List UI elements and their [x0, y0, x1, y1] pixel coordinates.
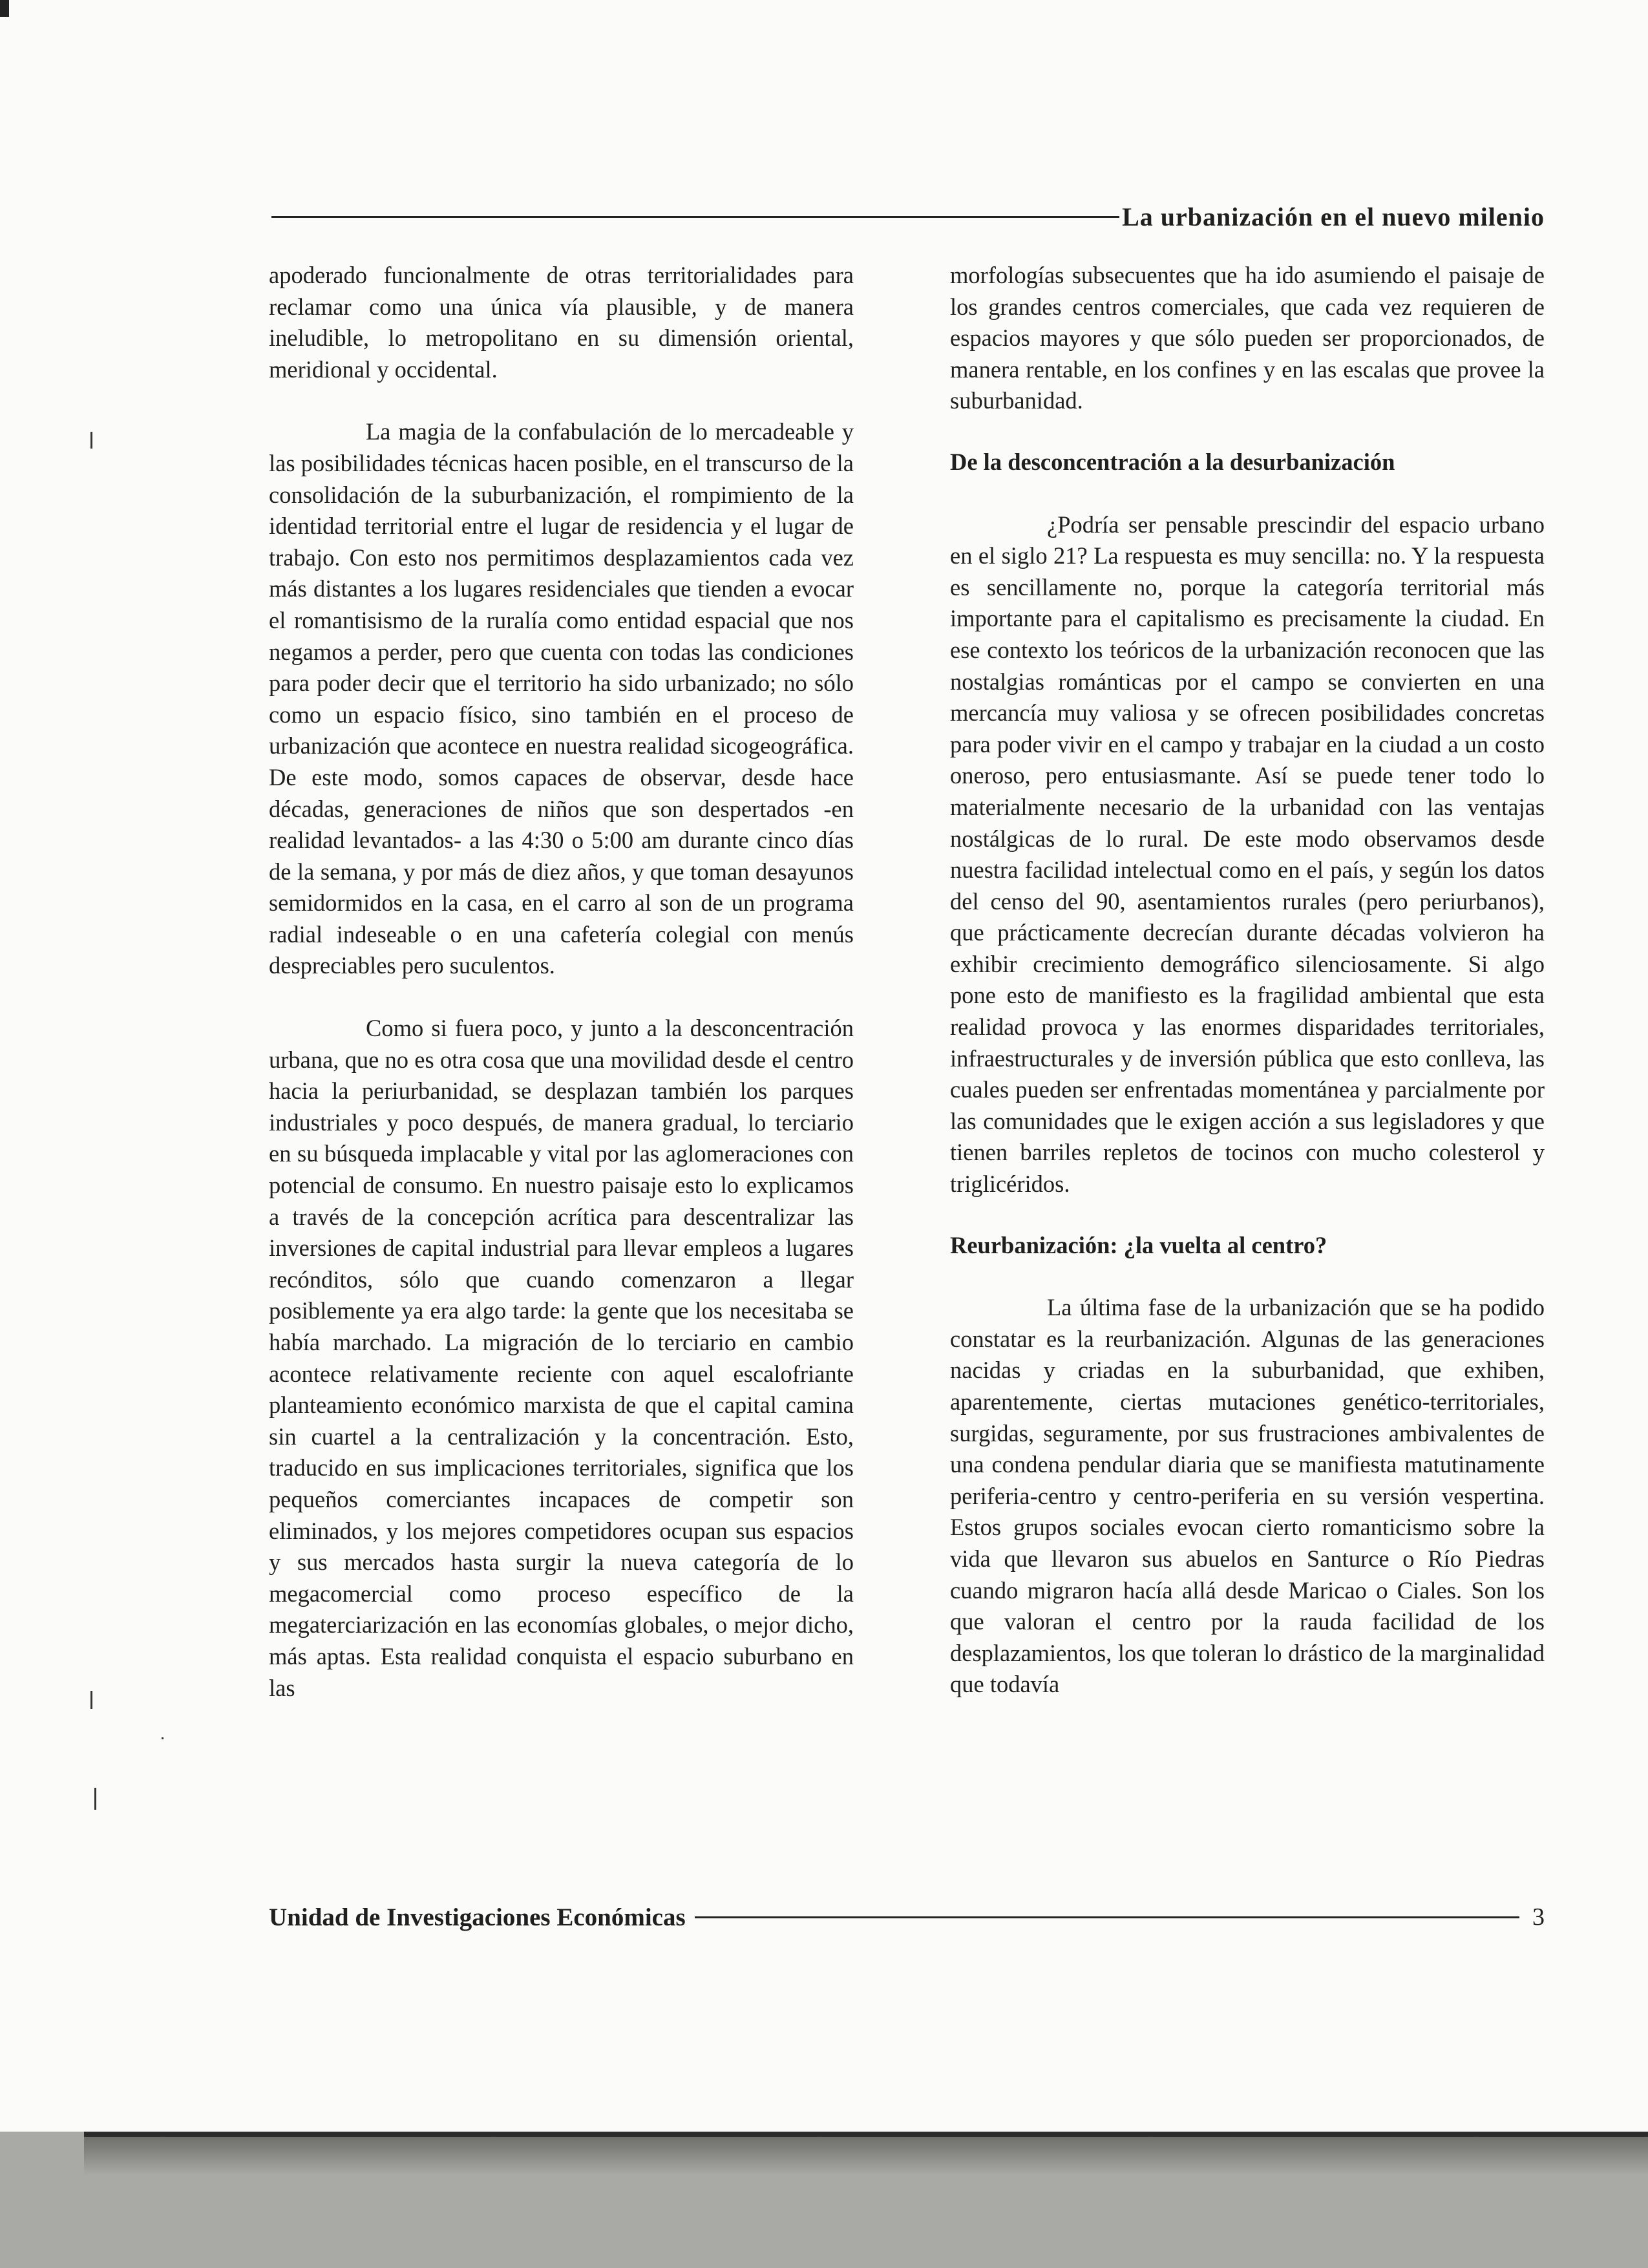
running-header — [271, 197, 1545, 236]
paragraph: apoderado funcionalmente de otras territorialidades para reclamar como una única vía plausible, y de manera ineludible, lo metropolitano en su dimensión oriental, meridional y occidental. — [269, 262, 854, 383]
paragraph: morfologías subsecuentes que ha ido asumiendo el paisaje de los grandes centros comerciales, que cada vez requieren de espacios mayores y que sólo pueden ser proporcionados, de manera rentable, en los confines y en las escalas que provee la suburbanidad. — [950, 262, 1545, 414]
scan-speck — [90, 1691, 92, 1709]
paragraph: La magia de la confabulación de lo mercadeable y las posibilidades técnicas hacen posible, en el transcurso de la consolidación de la suburbanización, el rompimiento de la identidad territorial entre el lugar de residencia y el lugar de trabajo. Con esto nos permitimos desplazamientos cada vez más distantes a los lugares residenciales que tienden a evocar el romantisismo de la ruralía como entidad espacial que nos negamos a perder, pero que cuenta con todas las condiciones para poder decir que el territorio ha sido urbanizado; no sólo como un espacio físico, sino también en el proceso de urbanización que acontece en nuestra realidad sicogeográfica. De este modo, somos capaces de observar, desde hace décadas, generaciones de niños que son despertados -en realidad levantados- a las 4:30 o 5:00 am durante cinco días de la semana, y por más de diez años, y que toman desayunos semidormidos en la casa, en el carro al son de un programa radial indeseable o en una cafetería colegial con menús despreciables pero suculentos. — [269, 418, 854, 979]
scan-speck — [94, 1788, 96, 1810]
paragraph: La última fase de la urbanización que se ha podido constatar es la reurbanización. Algunas de las generaciones nacidas y criadas en la suburbanidad, que exhiben, aparentemente, ciertas mutaciones genético-territoriales, surgidas, seguramente, por sus frustraciones ambivalentes de una condena pendular diaria que se manifiesta matutinamente periferia-centro y centro-periferia en su versión vespertina. Estos grupos sociales evocan cierto romanticismo sobre la vida que llevaron sus abuelos en Santurce o Río Piedras cuando migraron hacía allá desde Maricao o Ciales. Son los que valoran el centro por la rauda facilidad de los desplazamientos, los que toleran lo drástico de la marginalidad que todavía — [950, 1294, 1545, 1698]
scan-speck — [90, 432, 92, 449]
header-rule — [271, 216, 1119, 218]
scan-corner-mark — [0, 0, 9, 17]
section-heading: Reurbanización: ¿la vuelta al centro? — [950, 1231, 1327, 1258]
left-column — [269, 260, 854, 1704]
paragraph: ¿Podría ser pensable prescindir del espacio urbano en el siglo 21? La respuesta es muy sencilla: no. Y la respuesta es sencillamente no, porque la categoría territorial más importante para el capitalismo es precisamente la ciudad. En ese contexto los teóricos de la urbanización reconocen que las nostalgias románticas por el campo se convierten en una mercancía muy valiosa y se ofrecen posibilidades concretas para poder vivir en el campo y trabajar en la ciudad a un costo oneroso, pero entusiasmante. Así se puede tener todo lo materialmente necesario de la urbanidad con las ventajas nostálgicas de lo rural. De este modo observamos desde nuestra facilidad intelectual como en el país, y según los datos del censo del 90, asentamientos rurales (pero periurbanos), que prácticamente decrecían durante décadas volvieron ha exhibir crecimiento demográfico silenciosamente. Si algo pone esto de manifiesto es la fragilidad ambiental que esta realidad provoca y las enormes disparidades territoriales, infraestructurales y de inversión pública que esto conlleva, las cuales pueden ser enfrentadas momentánea y parcialmente por las comunidades que le exigen acción a sus legisladores y que tienen barriles repletos de tocinos con mucho colesterol y triglicéridos. — [950, 511, 1545, 1198]
page-footer — [269, 1899, 1545, 1935]
paragraph: Como si fuera poco, y junto a la desconcentración urbana, que no es otra cosa que una movilidad desde el centro hacia la periurbanidad, se desplazan también los parques industriales y poco después, de manera gradual, lo terciario en su búsqueda implacable y vital por las aglomeraciones con potencial de consumo. En nuestro paisaje esto lo explicamos a través de la concepción acrítica para descentralizar las inversiones de capital industrial para llevar empleos a lugares recónditos, sólo que cuando comenzaron a llegar posiblemente ya era algo tarde: la gente que los necesitaba se había marchado. La migración de lo terciario en cambio acontece relativamente reciente con aquel escalofriante planteamiento económico marxista de que el capital camina sin cuartel a la centralización y la concentración. Esto, traducido en sus implicaciones territoriales, significa que los pequeños comerciantes incapaces de competir son eliminados, y los mejores competidores ocupan sus espacios y sus mercados hasta surgir la nueva categoría de lo megacomercial como proceso específico de la megaterciarización en las economías globales, o mejor dicho, más aptas. Esta realidad conquista el espacio suburbano en las — [269, 1015, 854, 1701]
page-number: 3 — [1532, 1903, 1545, 1931]
scan-bottom-edge — [0, 2132, 1648, 2268]
running-title: La urbanización en el nuevo milenio — [1122, 202, 1545, 231]
right-column — [950, 260, 1545, 1701]
scan-speck — [162, 1737, 164, 1739]
footer-organization: Unidad de Investigaciones Económicas — [269, 1903, 686, 1931]
section-heading: De la desconcentración a la desurbanización — [950, 448, 1395, 475]
footer-rule — [695, 1916, 1519, 1918]
